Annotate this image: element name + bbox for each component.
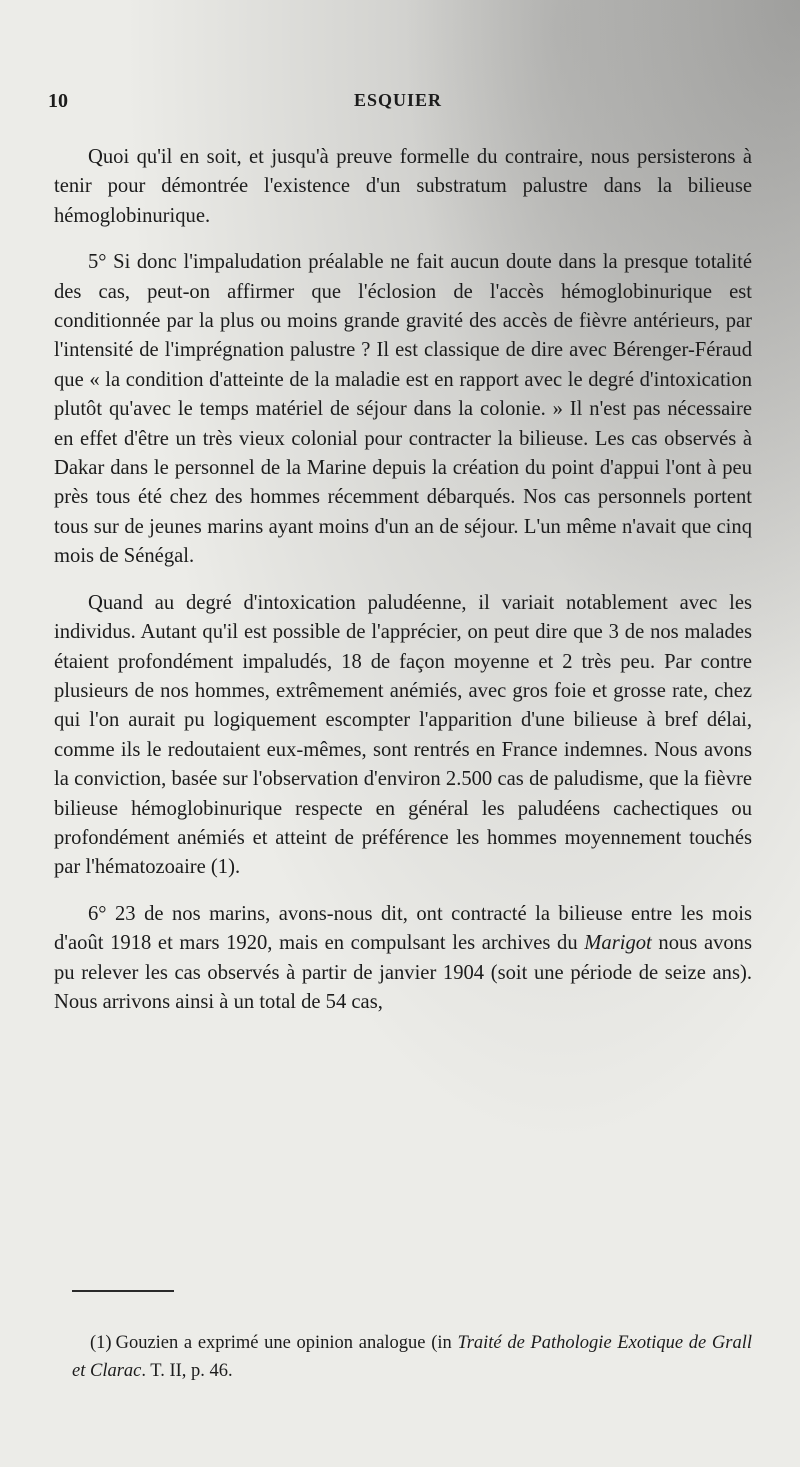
footnote bbox=[72, 1329, 752, 1385]
paragraph-substratum: Quoi qu'il en soit, et jusqu'à preuve formelle du contraire, nous persisterons à tenir pour démontrée l'existence d'un substratum palustre dans la bilieuse hémoglobinurique. bbox=[54, 146, 752, 227]
footnote-marker: (1) bbox=[90, 1332, 112, 1353]
paragraph-point-5: 5° Si donc l'impaludation préalable ne fait aucun doute dans la presque totalité des cas, peut-on affirmer que l'éclosion de l'accès hémoglobinurique est conditionnée par la plus ou moins grande gravité des accès de fièvre antérieurs, par l'intensité de l'imprégnation palustre ? Il est classique de dire avec Bérenger-Féraud que « la condition d'atteinte de la maladie est en rapport avec le degré d'intoxication plutôt qu'avec le temps matériel de séjour dans la colonie. » Il n'est pas nécessaire en effet d'être un très vieux colonial pour contracter la bilieuse. Les cas observés à Dakar dans le personnel de la Marine depuis la création du point d'appui l'ont à peu près tous été chez des hommes récemment débarqués. Nos cas personnels portent tous sur de jeunes marins ayant moins d'un an de séjour. L'un même n'avait que cinq mois de Sénégal. bbox=[54, 251, 752, 568]
running-head bbox=[48, 90, 748, 118]
paragraph-point-6-start: 6° 23 de nos marins, avons-nous dit, ont contracté la bilieuse entre les mois d'août 1918 et mars 1920, mais en compulsant les archives du bbox=[54, 902, 752, 955]
footnote-work-title: Traité de Pathologie Exotique de Grall et Clarac bbox=[72, 1332, 753, 1381]
page-number: 10 bbox=[48, 90, 68, 112]
footnote-rule bbox=[72, 1290, 174, 1292]
footnote-text-start: Gouzien a exprimé une opinion analogue (in bbox=[115, 1332, 458, 1353]
paragraph-point-6 bbox=[54, 900, 752, 1018]
paragraph-intoxication: Quand au degré d'intoxication paludéenne, il variait notablement avec les individus. Autant qu'il est possible de l'apprécier, on peut dire que 3 de nos malades étaient profondément impaludés, 18 de façon moyenne et 2 très peu. Par contre plusieurs de nos hommes, extrêmement anémiés, avec gros foie et grosse rate, chez qui l'on aurait pu logiquement escompter l'apparition d'une bilieuse à bref délai, comme ils le redoutaient eux-mêmes, sont rentrés en France indemnes. Nous avons la conviction, basée sur l'observation d'environ 2.500 cas de paludisme, que la fièvre bilieuse hémoglobinurique respecte en général les paludéens cachectiques ou profondément anémiés et atteint de préférence les hommes moyennement touchés par l'hématozoaire (1). bbox=[54, 591, 752, 879]
body-text bbox=[54, 143, 752, 1017]
footnote-text-end: . T. II, p. 46. bbox=[141, 1360, 233, 1381]
paragraph-point-6-end: nous avons pu relever les cas observés à partir de janvier 1904 (soit une période de seize ans). Nous arrivons ainsi à un total de 54 cas, bbox=[54, 932, 752, 1013]
running-head-title: ESQUIER bbox=[353, 90, 443, 110]
ship-name: Marigot bbox=[584, 932, 652, 955]
